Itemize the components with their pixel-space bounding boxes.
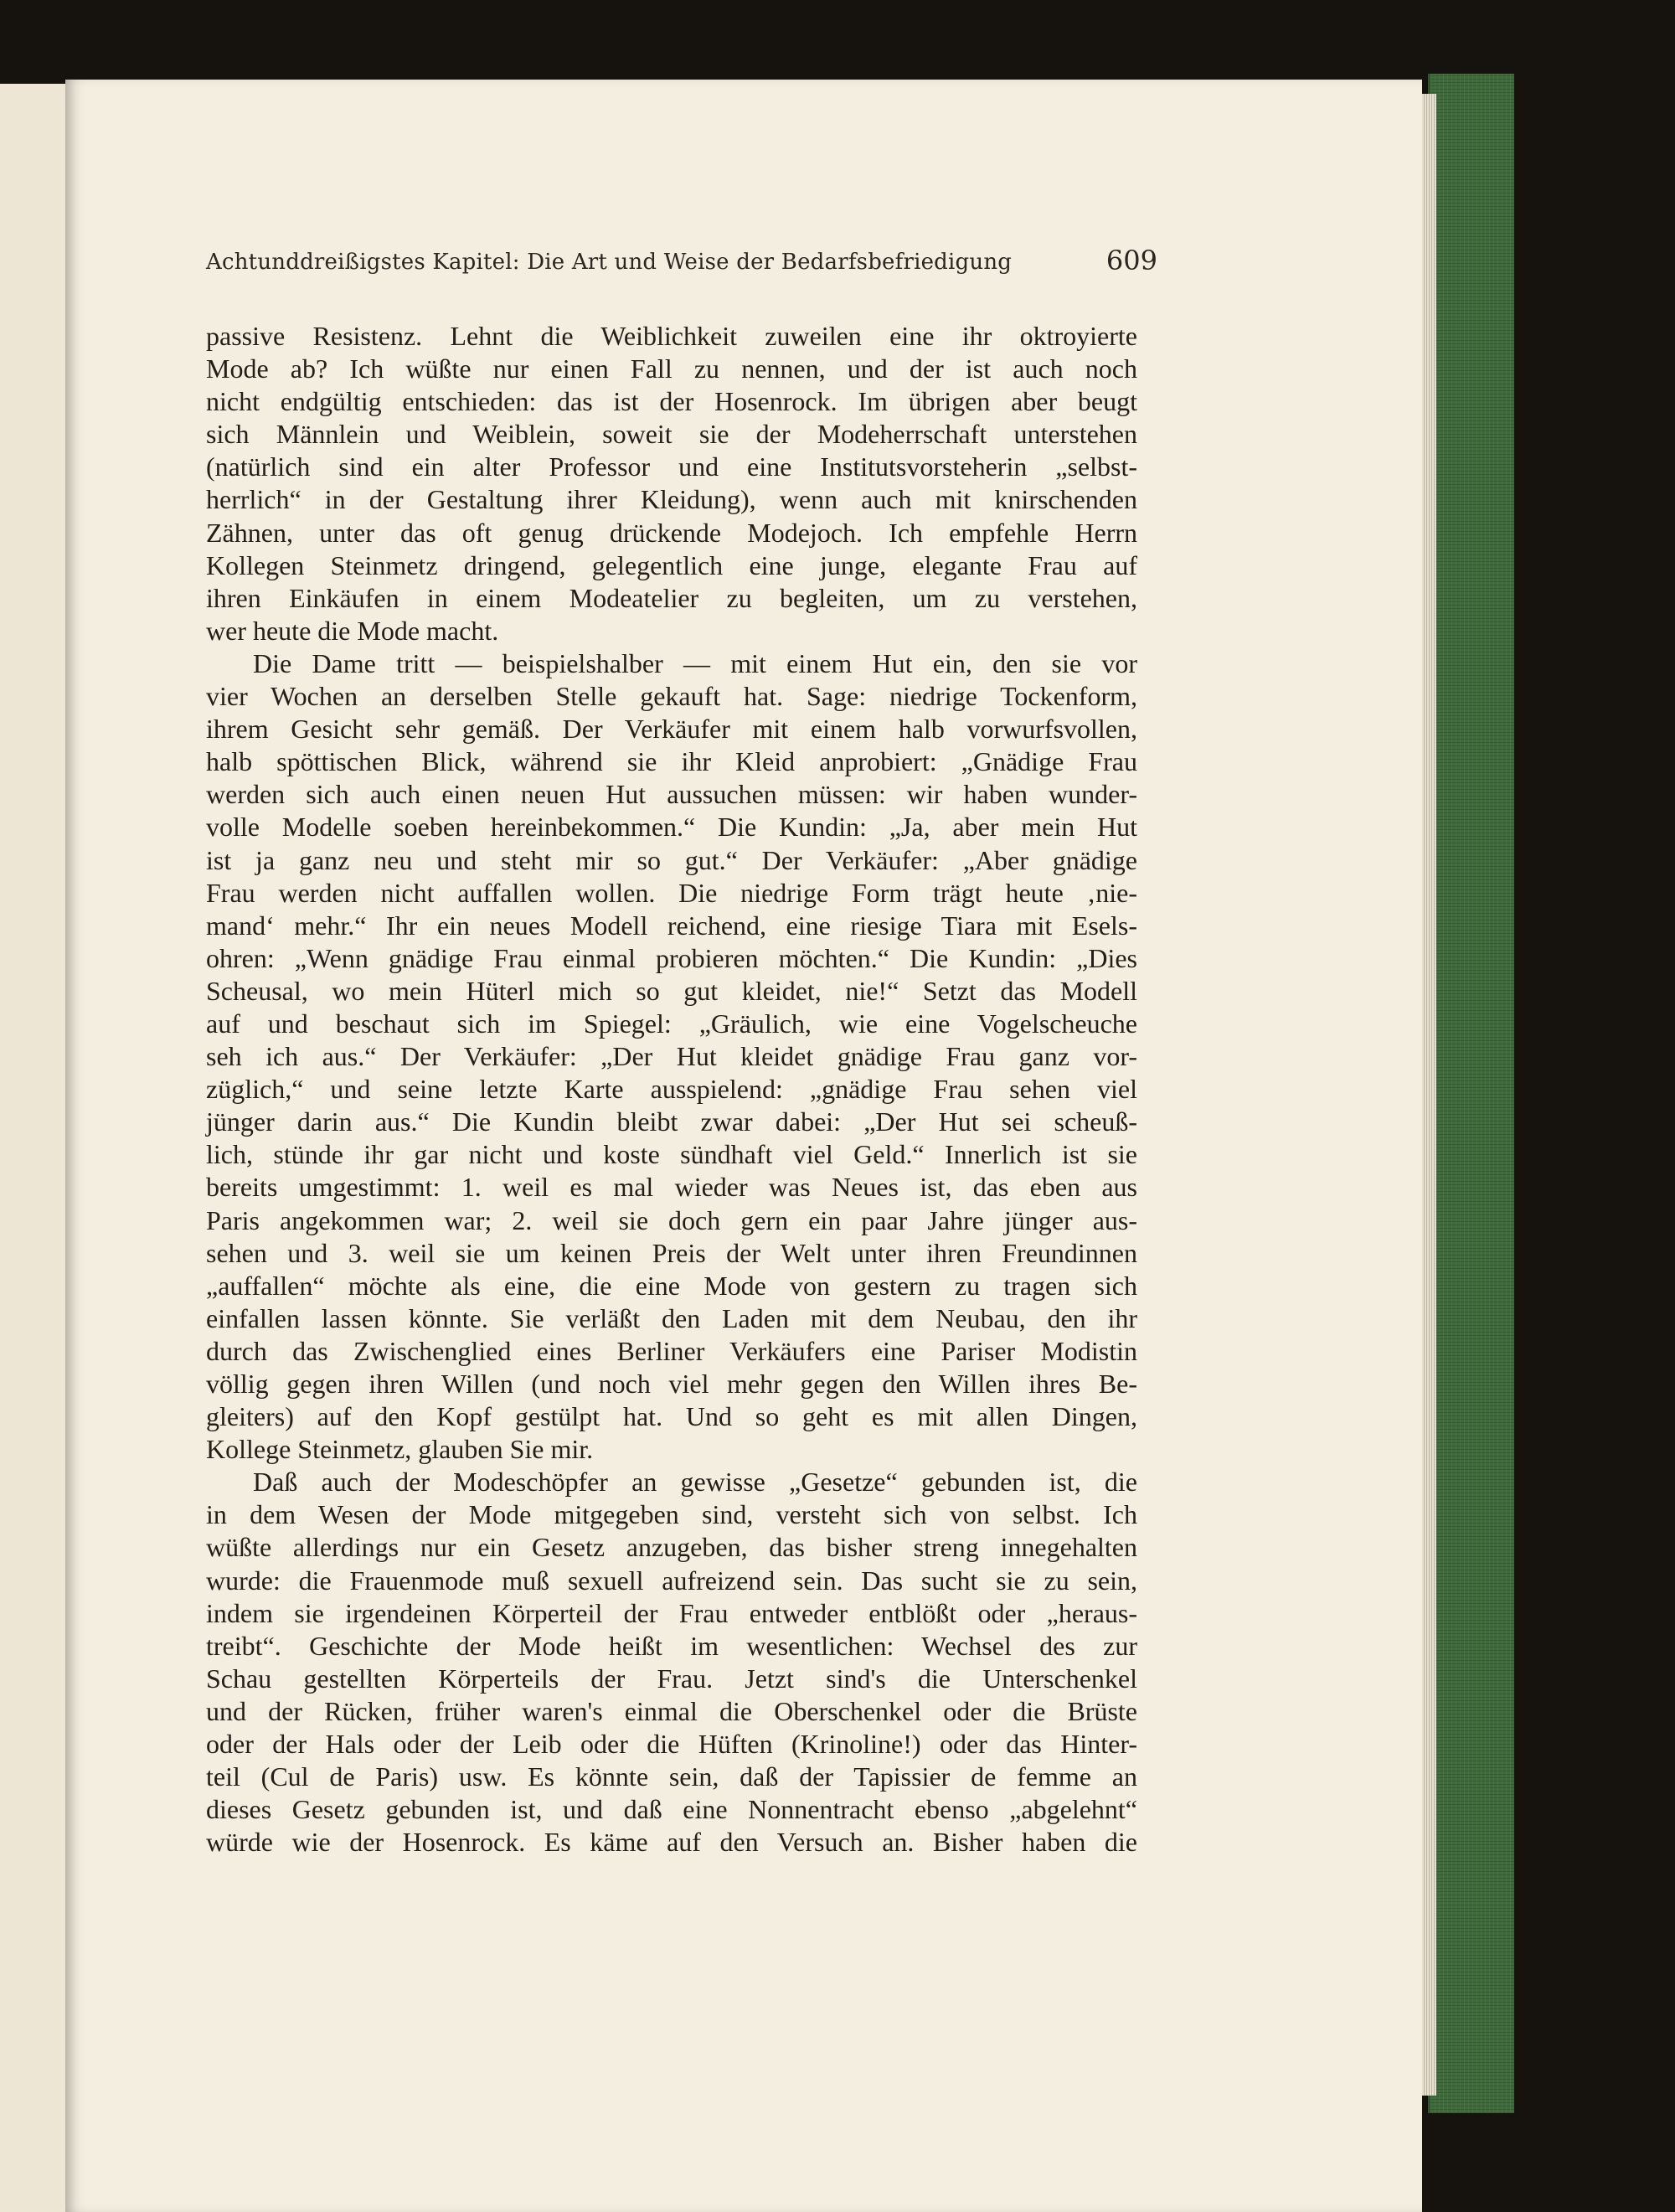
text-line: Kollege Steinmetz, glauben Sie mir.: [206, 1434, 594, 1465]
text-line: Frau werden nicht auffallen wollen. Die niedrige Form trägt heute ‚nie-: [206, 877, 1137, 908]
text-line: nicht endgültig entschieden: das ist der Hosenrock. Im übrigen aber beugt: [206, 386, 1137, 417]
text-line: Zähnen, unter das oft genug drückende Modejoch. Ich empfehle Herrn: [206, 517, 1137, 548]
text-line: ohren: „Wenn gnädige Frau einmal probieren möchten.“ Die Kundin: „Dies: [206, 942, 1137, 973]
text-line: bereits umgestimmt: 1. weil es mal wieder was Neues ist, das eben aus: [206, 1172, 1137, 1203]
text-line: wurde: die Frauenmode muß sexuell aufreizend sein. Das sucht sie zu sein,: [206, 1565, 1137, 1596]
text-line: „auffallen“ möchte als eine, die eine Mode von gestern zu tragen sich: [206, 1270, 1137, 1301]
text-line: in dem Wesen der Mode mitgegeben sind, versteht sich von selbst. Ich: [206, 1499, 1137, 1530]
text-line: mand‘ mehr.“ Ihr ein neues Modell reichend, eine riesige Tiara mit Esels-: [206, 910, 1137, 941]
text-line: herrlich“ in der Gestaltung ihrer Kleidung), wenn auch mit knirschenden: [206, 484, 1137, 515]
text-line: halb spöttischen Blick, während sie ihr Kleid anprobiert: „Gnädige Frau: [206, 746, 1137, 777]
text-line: werden sich auch einen neuen Hut aussuchen müssen: wir haben wunder-: [206, 779, 1137, 810]
text-line: ihren Einkäufen in einem Modeatelier zu begleiten, um zu verstehen,: [206, 582, 1137, 613]
page-number: 609: [1106, 245, 1157, 276]
text-line: würde wie der Hosenrock. Es käme auf den Versuch an. Bisher haben die: [206, 1827, 1137, 1858]
text-line: Scheusal, wo mein Hüterl mich so gut kleidet, nie!“ Setzt das Modell: [206, 975, 1137, 1006]
text-line: züglich,“ und seine letzte Karte ausspielend: „gnädige Frau sehen viel: [206, 1074, 1137, 1105]
previous-page-edge: [0, 84, 67, 2212]
text-line: Mode ab? Ich wüßte nur einen Fall zu nennen, und der ist auch noch: [206, 353, 1137, 384]
text-line: teil (Cul de Paris) usw. Es könnte sein, daß der Tapissier de femme an: [206, 1761, 1137, 1792]
text-line: sich Männlein und Weiblein, soweit sie der Modeherrschaft unterstehen: [206, 419, 1137, 450]
text-line: ist ja ganz neu und steht mir so gut.“ Der Verkäufer: „Aber gnädige: [206, 844, 1137, 875]
running-header: [206, 245, 1157, 283]
text-line: seh ich aus.“ Der Verkäufer: „Der Hut kleidet gnädige Frau ganz vor-: [206, 1041, 1137, 1072]
text-line: treibt“. Geschichte der Mode heißt im wesentlichen: Wechsel des zur: [206, 1630, 1137, 1661]
text-line: Die Dame tritt — beispielshalber — mit einem Hut ein, den sie vor: [253, 647, 1137, 678]
text-line: auf und beschaut sich im Spiegel: „Gräulich, wie eine Vogelscheuche: [206, 1008, 1137, 1039]
text-line: Daß auch der Modeschöpfer an gewisse „Gesetze“ gebunden ist, die: [253, 1467, 1137, 1498]
text-line: dieses Gesetz gebunden ist, und daß eine Nonnentracht ebenso „abgelehnt“: [206, 1794, 1137, 1825]
text-line: durch das Zwischenglied eines Berliner Verkäufers eine Pariser Modistin: [206, 1335, 1137, 1366]
text-line: gleiters) auf den Kopf gestülpt hat. Und so geht es mit allen Dingen,: [206, 1401, 1137, 1432]
body-text: [206, 320, 1137, 1859]
text-line: (natürlich sind ein alter Professor und eine Institutsvorsteherin „selbst-: [206, 451, 1137, 482]
text-line: Paris angekommen war; 2. weil sie doch gern ein paar Jahre jünger aus-: [206, 1204, 1137, 1235]
text-line: wüßte allerdings nur ein Gesetz anzugeben, das bisher streng innegehalten: [206, 1532, 1137, 1563]
text-line: vier Wochen an derselben Stelle gekauft hat. Sage: niedrige Tockenform,: [206, 681, 1137, 712]
text-line: ihrem Gesicht sehr gemäß. Der Verkäufer mit einem halb vorwurfsvollen,: [206, 714, 1137, 745]
text-line: sehen und 3. weil sie um keinen Preis der Welt unter ihren Freundinnen: [206, 1237, 1137, 1268]
text-line: einfallen lassen könnte. Sie verläßt den Laden mit dem Neubau, den ihr: [206, 1302, 1137, 1333]
text-line: wer heute die Mode macht.: [206, 615, 499, 646]
text-line: jünger darin aus.“ Die Kundin bleibt zwar dabei: „Der Hut sei scheuß-: [206, 1106, 1137, 1137]
text-line: volle Modelle soeben hereinbekommen.“ Die Kundin: „Ja, aber mein Hut: [206, 812, 1137, 843]
text-line: indem sie irgendeinen Körperteil der Frau entweder entblößt oder „heraus-: [206, 1597, 1137, 1628]
text-line: Schau gestellten Körperteils der Frau. Jetzt sind's die Unterschenkel: [206, 1663, 1137, 1694]
running-head-title: Achtunddreißigstes Kapitel: Die Art und Weise der Bedarfsbefriedigung: [206, 250, 1013, 275]
text-line: lich, stünde ihr gar nicht und koste sündhaft viel Geld.“ Innerlich ist sie: [206, 1139, 1137, 1170]
book-cover: [1428, 74, 1514, 2113]
text-line: passive Resistenz. Lehnt die Weiblichkeit zuweilen eine ihr oktroyierte: [206, 321, 1137, 351]
text-line: und der Rücken, früher waren's einmal die Oberschenkel oder die Brüste: [206, 1695, 1137, 1726]
text-line: Kollegen Steinmetz dringend, gelegentlich eine junge, elegante Frau auf: [206, 549, 1137, 580]
text-line: oder der Hals oder der Leib oder die Hüften (Krinoline!) oder das Hinter-: [206, 1729, 1137, 1760]
page-stack-edges: [1420, 94, 1436, 2096]
text-line: völlig gegen ihren Willen (und noch viel mehr gegen den Willen ihres Be-: [206, 1369, 1137, 1399]
